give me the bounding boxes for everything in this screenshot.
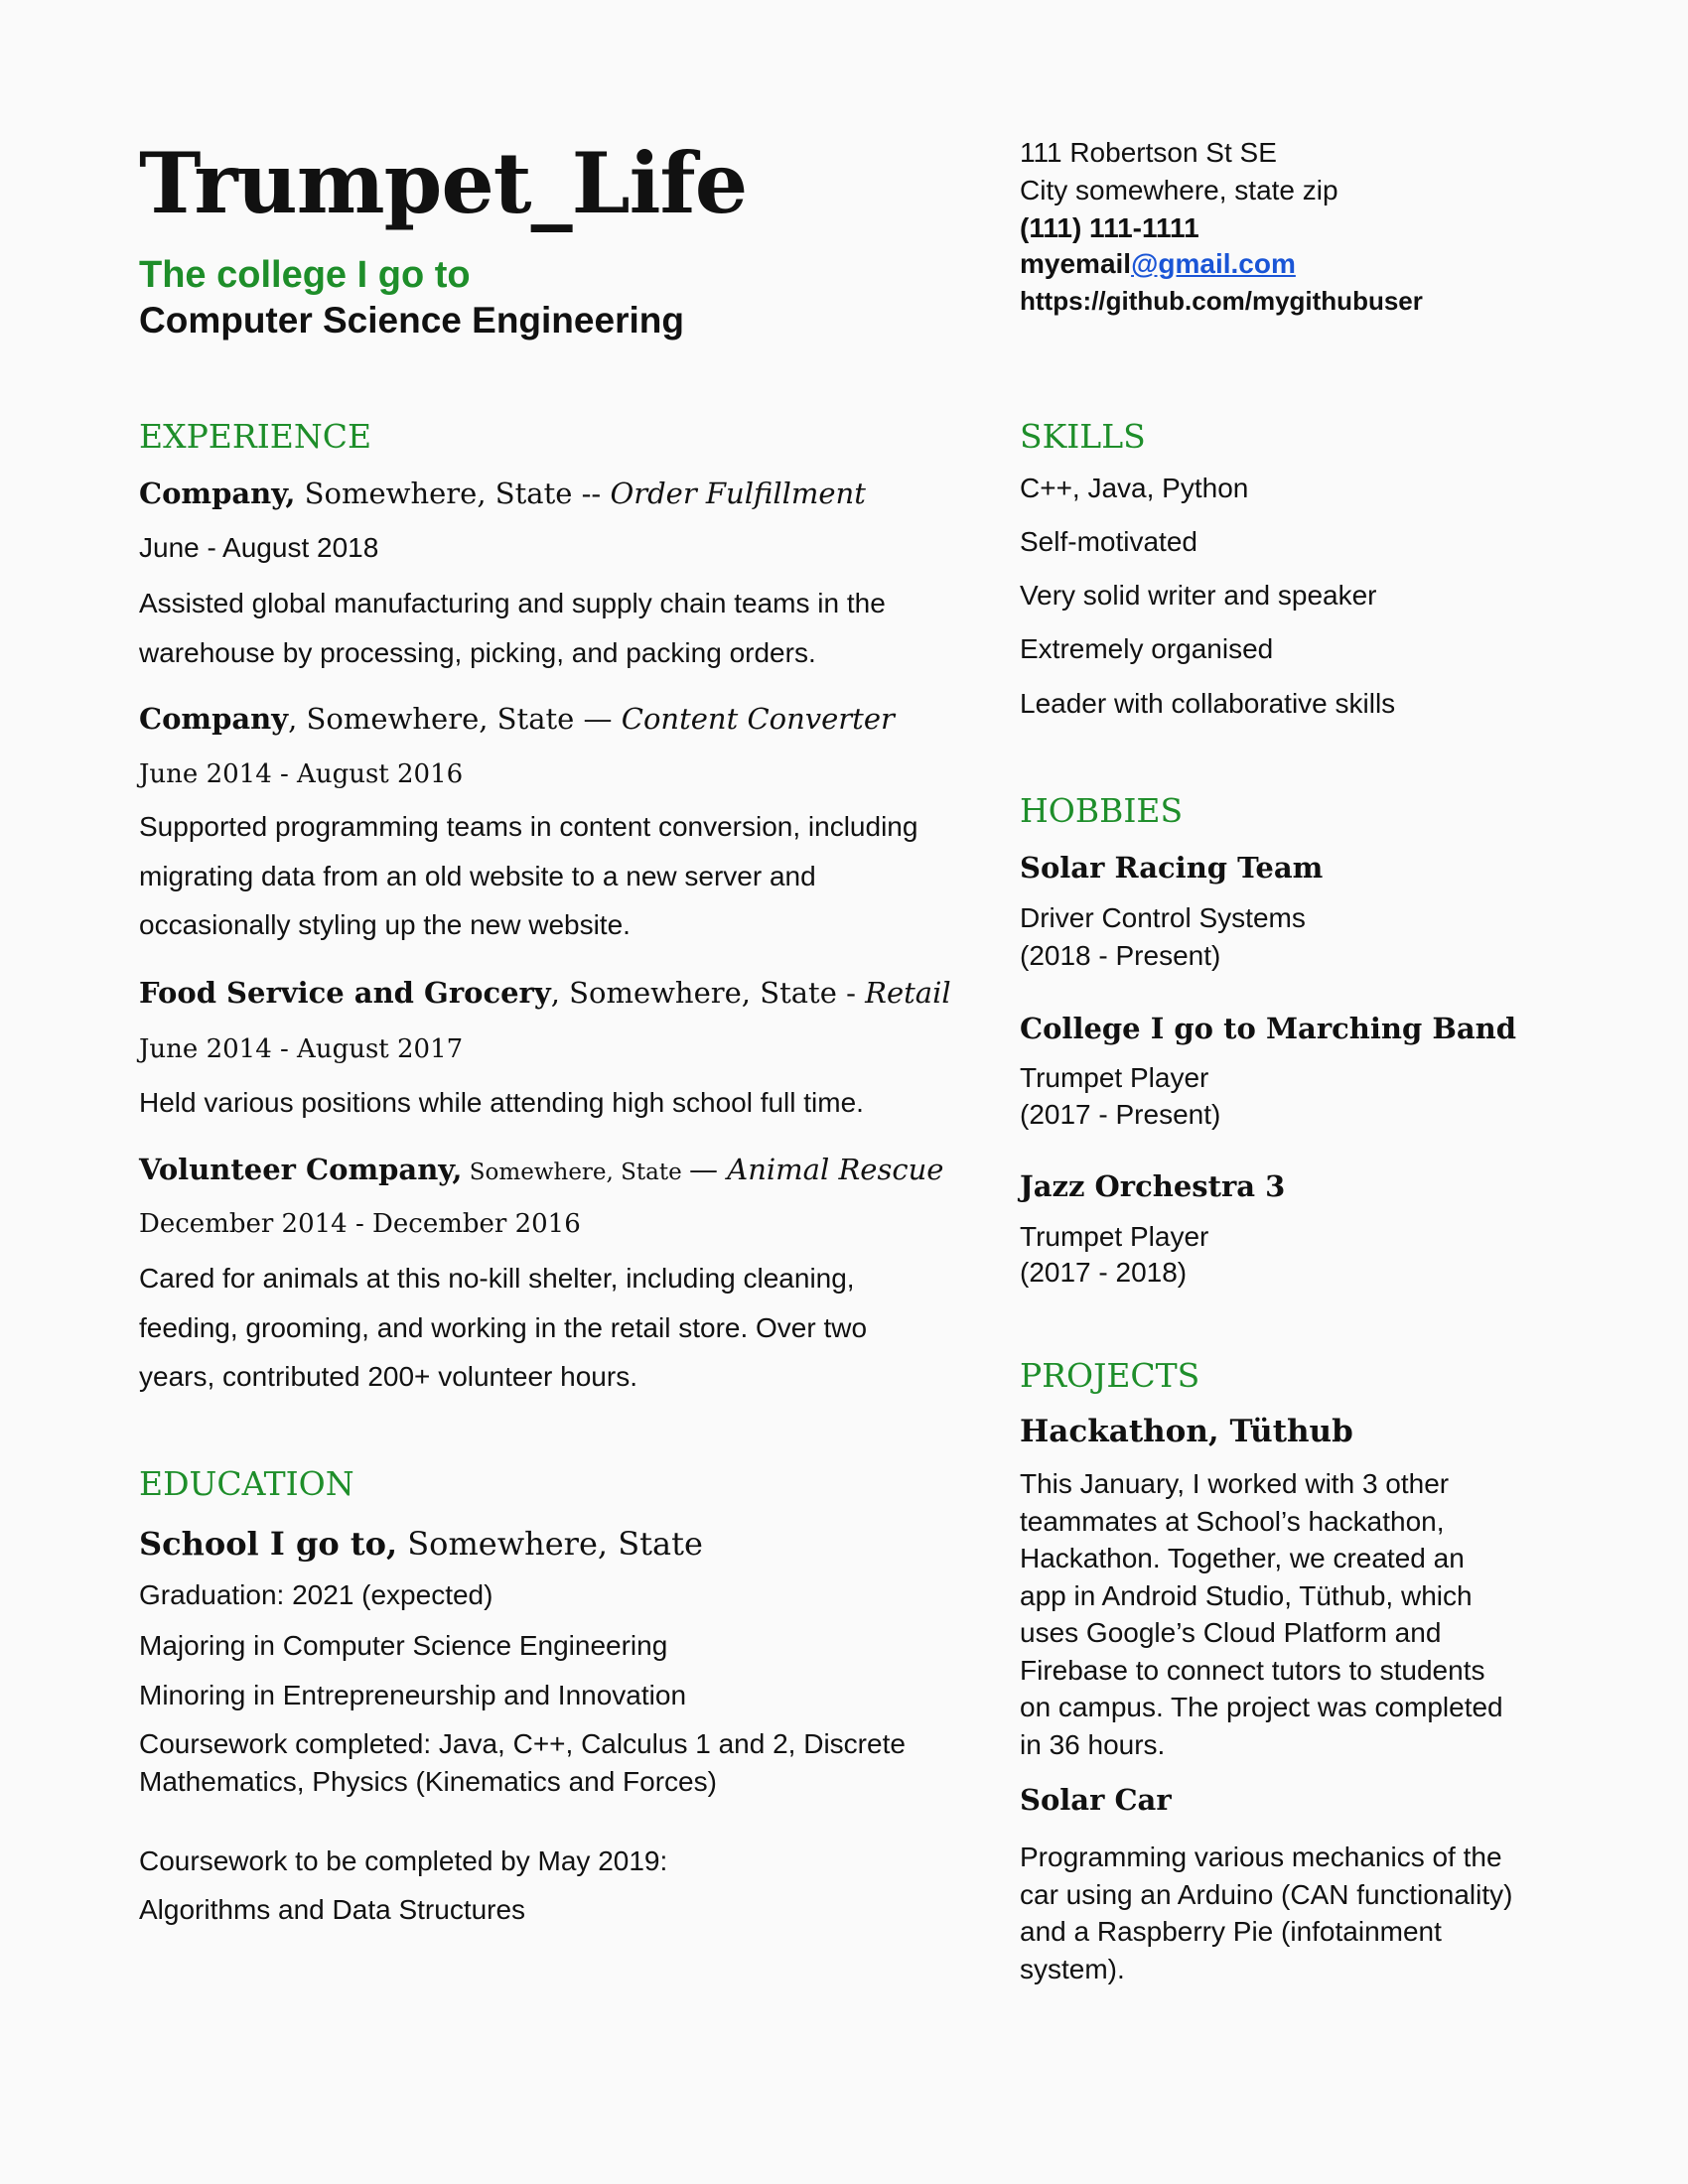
project-title: Hackathon, Tüthub xyxy=(1020,1414,1353,1449)
job-role: Order Fulfillment xyxy=(610,477,866,510)
job-dates: December 2014 - December 2016 xyxy=(139,1209,581,1239)
school-name: School I go to, xyxy=(139,1525,398,1563)
hobby-role: Trumpet Player xyxy=(1020,1221,1209,1252)
coursework-completed: Coursework completed: Java, C++, Calculus 1 and 2, Discrete xyxy=(139,1728,906,1759)
email-user: myemail xyxy=(1020,248,1132,279)
job-dates: June 2014 - August 2016 xyxy=(139,759,464,789)
experience-heading: EXPERIENCE xyxy=(139,417,372,456)
github-link[interactable]: https://github.com/mygithubuser xyxy=(1020,286,1423,316)
email xyxy=(1020,246,1296,282)
phone: (111) 111-1111 xyxy=(1020,212,1199,243)
job-company: Company xyxy=(139,702,289,736)
coursework-future-label: Coursework to be completed by May 2019: xyxy=(139,1845,668,1876)
majoring: Majoring in Computer Science Engineering xyxy=(139,1630,668,1661)
job-title-line xyxy=(139,699,895,739)
job-company: Volunteer Company, xyxy=(139,1153,463,1186)
major: Computer Science Engineering xyxy=(139,300,684,341)
project-title: Solar Car xyxy=(1020,1783,1172,1817)
hobbies-heading: HOBBIES xyxy=(1020,791,1184,830)
job-title-line xyxy=(139,973,951,1013)
job-separator: -- xyxy=(581,477,611,510)
resume-name: Trumpet_Life xyxy=(139,134,748,232)
job-company: Company, xyxy=(139,477,296,510)
job-role: Retail xyxy=(865,976,951,1010)
project-description: This January, I worked with 3 other teammates at School’s hackathon, Hackathon. Together, we created an app in Android Studio, Tüthub, which uses Google’s Cloud Platform and Firebase to connect tutors to students on campus. The project was completed in 36 hours. xyxy=(1020,1468,1503,1760)
job-role: Content Converter xyxy=(621,702,895,736)
job-dates: June 2014 - August 2017 xyxy=(139,1034,464,1064)
education-heading: EDUCATION xyxy=(139,1464,354,1503)
coursework-future: Algorithms and Data Structures xyxy=(139,1894,526,1925)
address-line-1: 111 Robertson St SE xyxy=(1020,137,1277,168)
job-location: Somewhere, State xyxy=(295,477,582,510)
email-link[interactable]: @gmail.com xyxy=(1131,248,1296,279)
project-description: Programming various mechanics of the car using an Arduino (CAN functionality) and a Raspberry Pie (infotainment system). xyxy=(1020,1842,1513,1984)
job-title-line xyxy=(139,1150,943,1192)
hobby-role: Trumpet Player xyxy=(1020,1062,1209,1093)
job-description: Supported programming teams in content conversion, including migrating data from an old website to a new server and occasionally styling up the new website. xyxy=(139,811,918,940)
job-location: , Somewhere, State xyxy=(550,976,847,1010)
skill-item: Extremely organised xyxy=(1020,633,1274,664)
skill-item: Self-motivated xyxy=(1020,526,1197,557)
skill-item: Very solid writer and speaker xyxy=(1020,580,1377,611)
job-role: Animal Rescue xyxy=(727,1153,944,1186)
job-separator: - xyxy=(846,976,866,1010)
hobby-role: Driver Control Systems xyxy=(1020,902,1306,933)
school-location: Somewhere, State xyxy=(397,1525,703,1563)
skill-item: C++, Java, Python xyxy=(1020,473,1249,503)
hobby-title: Jazz Orchestra 3 xyxy=(1020,1169,1286,1203)
projects-heading: PROJECTS xyxy=(1020,1356,1200,1395)
job-description: Cared for animals at this no-kill shelter, including cleaning, feeding, grooming, and working in the retail store. Over two years, contributed 200+ volunteer hours. xyxy=(139,1263,868,1392)
job-location: , Somewhere, State xyxy=(288,702,584,736)
hobby-period: (2017 - Present) xyxy=(1020,1099,1221,1130)
job-description: Held various positions while attending high school full time. xyxy=(139,1087,864,1118)
job-description: Assisted global manufacturing and supply chain teams in the warehouse by processing, picking, and packing orders. xyxy=(139,588,886,668)
job-separator: — xyxy=(583,702,622,736)
job-title-line xyxy=(139,474,866,513)
skills-heading: SKILLS xyxy=(1020,417,1146,456)
hobby-title: Solar Racing Team xyxy=(1020,851,1324,885)
hobby-title: College I go to Marching Band xyxy=(1020,1012,1516,1045)
job-company: Food Service and Grocery xyxy=(139,976,551,1010)
school-line xyxy=(139,1524,703,1564)
minoring: Minoring in Entrepreneurship and Innovation xyxy=(139,1680,687,1710)
hobby-period: (2018 - Present) xyxy=(1020,940,1221,971)
skill-item: Leader with collaborative skills xyxy=(1020,688,1396,719)
job-location: Somewhere, State xyxy=(462,1160,690,1185)
job-separator: — xyxy=(689,1153,728,1186)
job-dates: June - August 2018 xyxy=(139,532,379,563)
hobby-period: (2017 - 2018) xyxy=(1020,1257,1188,1288)
address-line-2: City somewhere, state zip xyxy=(1020,175,1338,205)
coursework-completed-cont: Mathematics, Physics (Kinematics and Forces) xyxy=(139,1766,717,1797)
college-name: The college I go to xyxy=(139,254,471,296)
graduation: Graduation: 2021 (expected) xyxy=(139,1579,493,1610)
